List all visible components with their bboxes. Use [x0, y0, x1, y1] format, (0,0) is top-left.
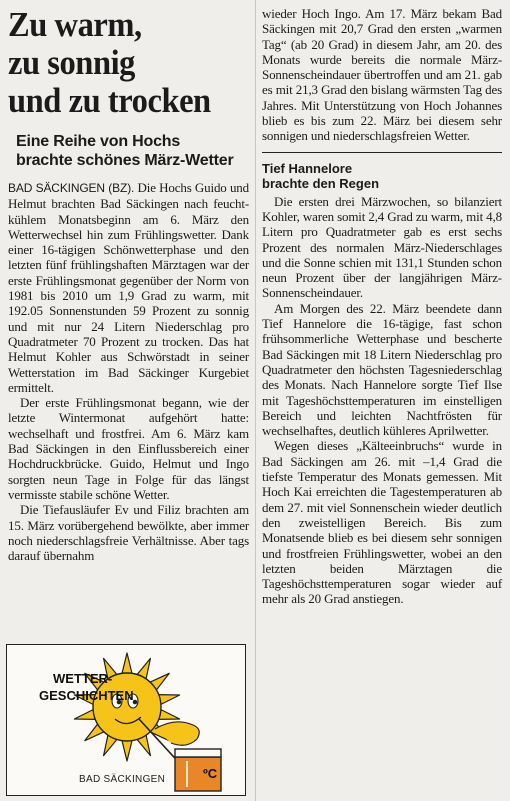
left-column: [8, 6, 249, 563]
article-paragraph-7: Wegen dieses „Kälteeinbruchs“ wurde in Bad Säckingen am 26. mit –1,4 Grad die tiefste Temperatur des Monats gemessen. Mit Hoch Kai erreichten die Tagestemperaturen ab dem 27. mit viel Sonnenschein wieder deutlich den zweistelligen Bereich. Bis zum Monatsende blieb es bei diesem sehr sonnigen und frostfreien Frühlingswetter, wobei an den letzten beiden Märztagen die Tageshöchsttemperaturen sogar wieder auf mehr als 20 Grad anstiegen.: [262, 438, 502, 607]
subheadline-line-1: Eine Reihe von Hochs: [16, 133, 181, 150]
headline-line-1: Zu warm,: [8, 5, 142, 44]
logo-title: [39, 670, 134, 704]
dateline: BAD SÄCKINGEN (BZ).: [8, 181, 135, 195]
headline-line-3: und zu trocken: [8, 81, 211, 120]
wetter-geschichten-logo: [6, 644, 246, 796]
column-divider: [255, 0, 256, 801]
paragraph-1-text: Die Hochs Guido und Helmut brachten Bad Säckingen nach feucht-kühlem Monatsbeginn am 6. März den Wetterwechsel hin zum Frühlingswetter. Dank einer 16-tägigen Schönwetterphase und den letzten fünf frühlingshaften Märztagen war der erste Frühlingsmonat gegenüber der Norm von 1981 bis 2010 um 1,9 Grad zu warm, mit 192.05 Sonnenstunden 59 Prozent zu sonnig und mit nur 24 Litern Niederschlag pro Quadratmeter 70 Prozent zu trocken. Das hat Helmut Kohler aus Schwörstadt in seiner Wetterstation im Bad Säckinger Kurgebiet ermittelt.: [8, 180, 249, 395]
section-heading-line-2: brachte den Regen: [262, 175, 380, 191]
article-paragraph-2: Der erste Frühlingsmonat begann, wie der letzte Wintermonat aufgehört hatte: wechselhaft und frostfrei. Am 6. März kam Bad Säckingen in den Einflussbereich einer Hochdruckbrücke. Guido, Helmut und Ingo sorgten neun Tage in Folge für das längst vermisste stabile schöne Wetter.: [8, 395, 249, 502]
subheadline: [16, 132, 249, 170]
article-paragraph-5: Die ersten drei Märzwochen, so bilanziert Kohler, waren somit 2,4 Grad zu warm, mit 4,8 Litern pro Quadratmeter gab es erst sechs Prozent des normalen März-Niederschlages und die Sonne schien mit 131,1 Stunden schon neun Prozent über der langjährigen März-Sonnenscheindauer.: [262, 193, 502, 301]
headline: [8, 6, 232, 120]
article-paragraph-3: Die Tiefausläufer Ev und Filiz brachten am 15. März vorübergehend bewölkte, aber immer noch niederschlagsfreie Verhältnisse. Aber tags darauf übernahm: [8, 502, 249, 564]
section-heading-line-1: Tief Hannelore: [262, 160, 353, 176]
logo-title-line-1: WETTER-: [53, 671, 113, 686]
headline-line-2: zu sonnig: [8, 43, 135, 82]
article-paragraph-1: [8, 180, 249, 395]
logo-place: BAD SÄCKINGEN: [79, 774, 166, 785]
sun-ray: [122, 740, 133, 761]
logo-unit: ºC: [203, 766, 218, 781]
article-paragraph-4: wieder Hoch Ingo. Am 17. März bekam Bad Säckingen mit 20,7 Grad den ersten „warmen Tag“ (ab 20 Grad) in diesem Jahr, am 20. des Monats wurde bereits die normale März-Sonnenscheindauer übertroffen und am 21. gab es mit 21,3 Grad den bislang wärmsten Tag des Jahres. Mit Unterstützung von Hoch Johannes blieb es bis zum 22. März bei diesem sehr sonnigen und niederschlagsfreien Wetter.: [262, 6, 502, 144]
section-heading: [262, 161, 502, 191]
subheadline-line-2: brachte schönes März-Wetter: [16, 152, 234, 169]
right-column: [262, 6, 502, 607]
section-rule: [262, 152, 502, 153]
article-paragraph-6: Am Morgen des 22. März beendete dann Tief Hannelore die 16-tägige, fast schon frühsommerliche Wetterphase und bescherte Bad Säckingen mit 18 Litern Niederschlag pro Quadratmeter den höchsten Tagesniederschlag des Monats. Nach Hannelore sorgte Tief Ilse mit Tageshöchsttemperaturen im einstelligen Bereich und leichten Nachtfrösten für wechselhaftes, deutlich kühleres Aprilwetter.: [262, 300, 502, 439]
logo-title-line-2: GESCHICHTEN: [39, 688, 134, 703]
